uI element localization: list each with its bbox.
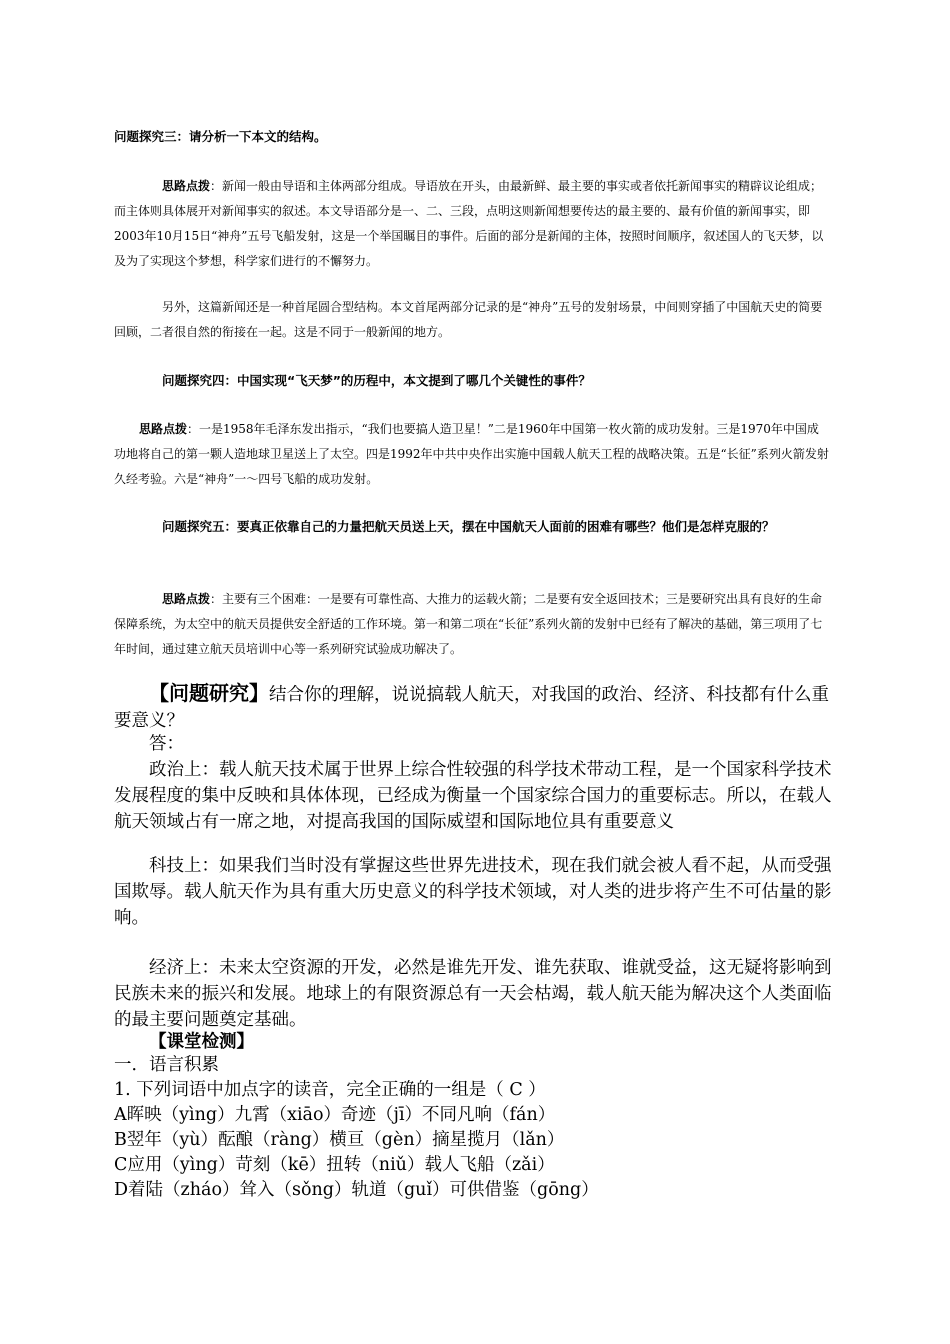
option-b: B翌年（yù）酝酿（ràng）横亘（gèn）摘星揽月（lǎn） [114,1130,565,1150]
q3-hint [114,174,830,274]
q5-hint-label: 思路点拨 [162,592,211,606]
research-question [114,680,834,734]
q5-heading: 问题探究五：要真正依靠自己的力量把航天员送上天，摆在中国航天人面前的困难有哪些？他们是怎样克服的？ [162,519,775,534]
q3-extra: 另外，这篇新闻还是一种首尾圆合型结构。本文首尾两部分记录的是“神舟”五号的发射场景，中间则穿插了中国航天史的简要回顾，二者很自然的衔接在一起。这是不同于一般新闻的地方。 [114,300,823,339]
q4-hint-label: 思路点拨 [139,422,188,436]
check-question-1: 1. 下列词语中加点字的读音，完全正确的一组是（ C ） [114,1080,546,1100]
q5-hint-text: ：主要有三个困难：一是要有可靠性高、大推力的运载火箭；二是要有安全返回技术；三是要研究出具有良好的生命保障系统，为太空中的航天员提供安全舒适的工作环境。第一和第二项在“长征”系列火箭的发射中已经有了解决的基础，第三项用了七年时间，通过建立航天员培训中心等一系列研究试验成功解决了。 [114,592,823,656]
research-answer-label: 答： [149,734,184,754]
research-tag: 【问题研究】 [149,681,269,705]
q3-hint-text: ：新闻一般由导语和主体两部分组成。导语放在开头，由最新鲜、最主要的事实或者依托新闻事实的精辟议论组成；而主体则具体展开对新闻事实的叙述。本文导语部分是一、二、三段，点明这则新闻想要传达的最主要的、最有价值的新闻事实，即2003年10月15日“神舟”五号飞船发射，这是一个举国瞩目的事件。后面的部分是新闻的主体，按照时间顺序，叙述国人的飞天梦，以及为了实现这个梦想，科学家们进行的不懈努力。 [114,179,824,268]
option-a: A晖映（yìng）九霄（xiāo）奇迹（jī）不同凡响（fán） [114,1105,556,1125]
q4-hint [114,417,830,492]
q3-hint-label: 思路点拨 [162,179,211,193]
q3-heading: 问题探究三：请分析一下本文的结构。 [114,129,327,144]
check-tag: 【课堂检测】 [149,1032,254,1052]
research-tech: 科技上：如果我们当时没有掌握这些世界先进技术，现在我们就会被人看不起，从而受强国欺辱。载人航天作为具有重大历史意义的科学技术领域，对人类的进步将产生不可估量的影响。 [114,856,832,928]
research-economy: 经济上：未来太空资源的开发，必然是谁先开发、谁先获取、谁就受益，这无疑将影响到民族未来的振兴和发展。地球上的有限资源总有一天会枯竭，载人航天能为解决这个人类面临的最主要问题奠定基础。 [114,958,832,1030]
research-question-text: 结合你的理解，说说搞载人航天，对我国的政治、经济、科技都有什么重要意义？ [114,685,829,731]
q4-hint-text: ：一是1958年毛泽东发出指示，“我们也要搞人造卫星！”二是1960年中国第一枚火箭的成功发射。三是1970年中国成功地将自己的第一颗人造地球卫星送上了太空。四是1992年中共中央作出实施中国载人航天工程的战略决策。五是“长征”系列火箭发射久经考验。六是“神舟”一～四号飞船的成功发射。 [114,422,829,486]
q5-hint [114,587,830,662]
check-section: 一．语言积累 [114,1055,219,1075]
research-politics: 政治上：载人航天技术属于世界上综合性较强的科学技术带动工程，是一个国家科学技术发展程度的集中反映和具体体现，已经成为衡量一个国家综合国力的重要标志。所以，在载人航天领域占有一席之地，对提高我国的国际威望和国际地位具有重要意义 [114,760,832,832]
option-d: D着陆（zháo）耸入（sǒng）轨道（guǐ）可供借鉴（gōng） [114,1180,599,1200]
option-c: C应用（yìng）苛刻（kē）扭转（niǔ）载人飞船（zǎi） [114,1155,555,1175]
q4-heading: 问题探究四：中国实现“飞天梦”的历程中，本文提到了哪几个关键性的事件？ [162,373,591,388]
